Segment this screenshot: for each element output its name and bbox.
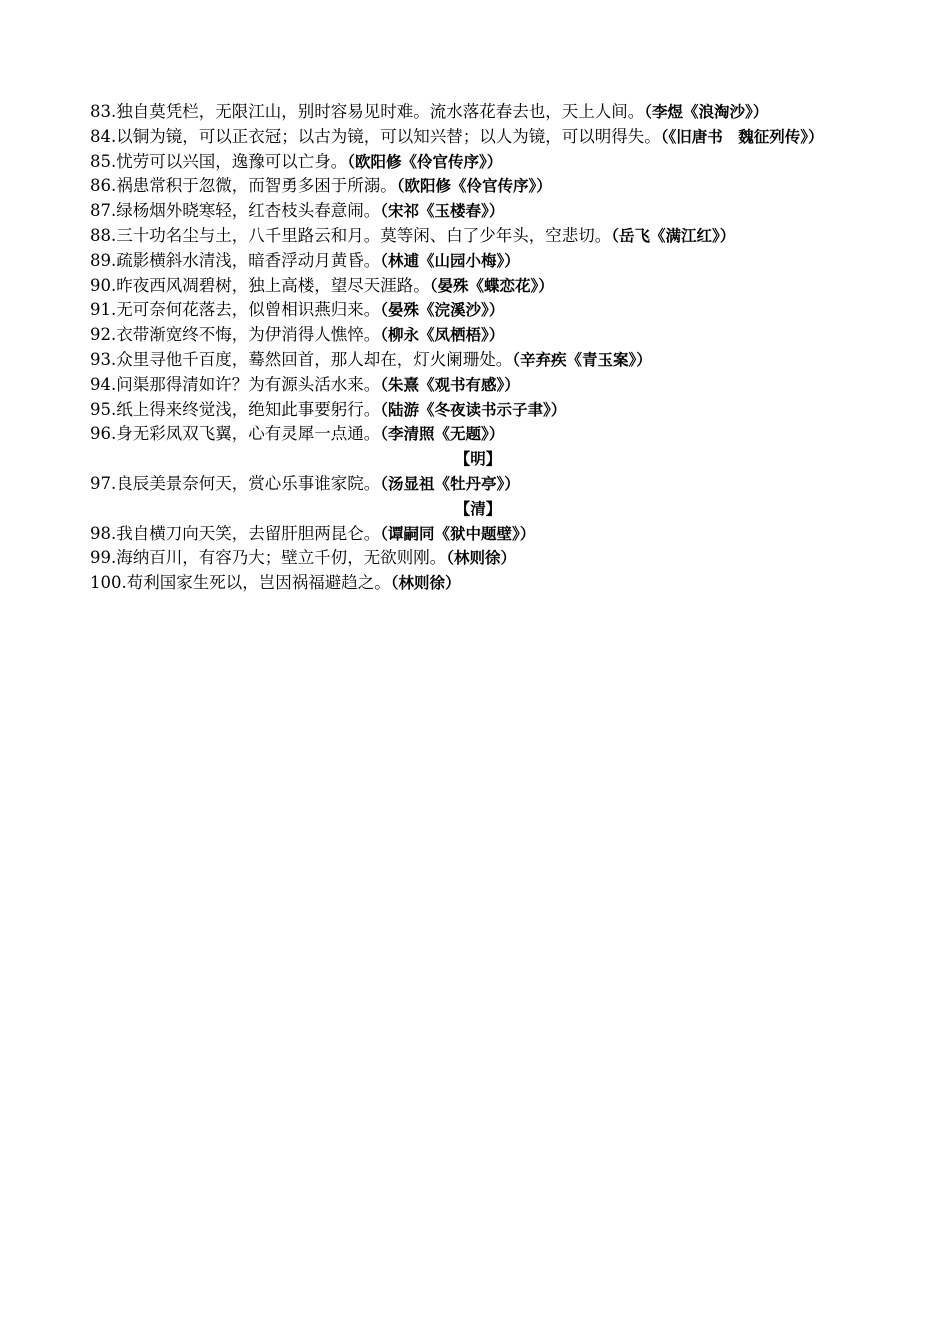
quote-line bbox=[90, 100, 866, 125]
quote-text: 98.我自横刀向天笑，去留肝胆两昆仑。 bbox=[90, 523, 381, 543]
quote-text: 89.疏影横斜水清浅，暗香浮动月黄昏。 bbox=[90, 250, 381, 270]
quote-source: （林则徐） bbox=[390, 574, 461, 593]
quote-line bbox=[90, 150, 866, 175]
quote-line bbox=[90, 224, 866, 249]
quote-source: （柳永《凤栖梧》） bbox=[380, 326, 505, 345]
quote-source: （晏殊《浣溪沙》） bbox=[380, 301, 505, 320]
quote-text: 93.众里寻他千百度，蓦然回首，那人却在，灯火阑珊处。 bbox=[90, 349, 513, 369]
quote-source: （宋祁《玉楼春》） bbox=[380, 202, 505, 221]
section-heading-qing: 【清】 bbox=[454, 499, 502, 518]
quote-source: （李清照《无题》） bbox=[380, 425, 505, 444]
quote-text: 88.三十功名尘与土，八千里路云和月。莫等闲、白了少年头，空悲切。 bbox=[90, 225, 612, 245]
quote-text: 94.问渠那得清如许？为有源头活水来。 bbox=[90, 374, 381, 394]
quote-line bbox=[90, 323, 866, 348]
quote-text: 91.无可奈何花落去，似曾相识燕归来。 bbox=[90, 300, 381, 320]
quote-text: 85.忧劳可以兴国，逸豫可以亡身。 bbox=[90, 151, 348, 171]
quote-line bbox=[90, 199, 866, 224]
quote-line bbox=[90, 274, 866, 299]
section-heading-ming: 【明】 bbox=[454, 450, 502, 469]
quote-source: （欧阳修《伶官传序》） bbox=[396, 177, 552, 196]
quote-text: 84.以铜为镜，可以正衣冠；以古为镜，可以知兴替；以人为镜，可以明得失。 bbox=[90, 126, 661, 146]
document-page bbox=[90, 100, 866, 596]
quote-text: 96.身无彩凤双飞翼，心有灵犀一点通。 bbox=[90, 424, 381, 444]
quote-source: （朱熹《观书有感》） bbox=[380, 375, 520, 394]
quote-source: （林则徐） bbox=[446, 549, 517, 568]
quote-source: （谭嗣同《狱中题壁》） bbox=[380, 524, 536, 543]
quote-line bbox=[90, 398, 866, 423]
quote-text: 86.祸患常积于忽微，而智勇多困于所溺。 bbox=[90, 176, 397, 196]
quote-line bbox=[90, 125, 866, 150]
quote-source: （汤显祖《牡丹亭》） bbox=[380, 474, 520, 493]
quote-source: （晏殊《蝶恋花》） bbox=[429, 276, 554, 295]
quote-text: 100.苟利国家生死以，岂因祸福避趋之。 bbox=[90, 573, 391, 593]
quote-line bbox=[90, 249, 866, 274]
quote-source: （林逋《山园小梅》） bbox=[380, 251, 520, 270]
quote-line bbox=[90, 472, 866, 497]
quote-line bbox=[90, 373, 866, 398]
quote-source: （岳飞《满江红》） bbox=[611, 226, 736, 245]
quote-line bbox=[90, 298, 866, 323]
quote-source: （《旧唐书 魏征列传》） bbox=[660, 127, 824, 146]
quote-text: 87.绿杨烟外晓寒轻，红杏枝头春意闹。 bbox=[90, 201, 381, 221]
quote-line bbox=[90, 571, 866, 596]
quote-text: 90.昨夜西风凋碧树，独上高楼，望尽天涯路。 bbox=[90, 275, 430, 295]
quote-line bbox=[90, 348, 866, 373]
quote-text: 99.海纳百川，有容乃大；壁立千仞，无欲则刚。 bbox=[90, 548, 447, 568]
quote-line bbox=[90, 522, 866, 547]
quote-text: 92.衣带渐宽终不悔，为伊消得人憔悴。 bbox=[90, 325, 381, 345]
quote-text: 97.良辰美景奈何天，赏心乐事谁家院。 bbox=[90, 473, 381, 493]
quote-line bbox=[90, 422, 866, 447]
quote-text: 95.纸上得来终觉浅，绝知此事要躬行。 bbox=[90, 399, 381, 419]
quote-text: 83.独自莫凭栏，无限江山，别时容易见时难。流水落花春去也，天上人间。 bbox=[90, 102, 645, 121]
quote-line bbox=[90, 546, 866, 571]
quote-source: （欧阳修《伶官传序》） bbox=[347, 152, 503, 171]
quote-source: （陆游《冬夜读书示子聿》） bbox=[380, 400, 567, 419]
quote-source: （李煜《浪淘沙》） bbox=[644, 103, 769, 121]
quote-source: （辛弃疾《青玉案》） bbox=[512, 350, 652, 369]
quote-line bbox=[90, 174, 866, 199]
